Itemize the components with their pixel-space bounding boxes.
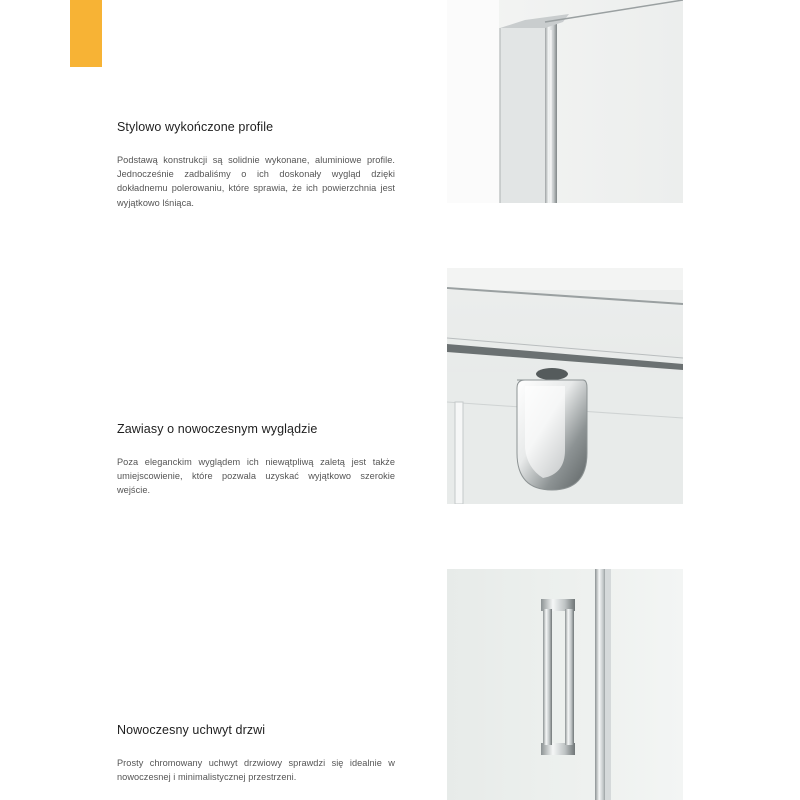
feature-profiles — [117, 120, 395, 210]
polished-profile-photo — [447, 0, 683, 203]
feature-title: Zawiasy o nowoczesnym wyglądzie — [117, 422, 318, 436]
feature-title: Stylowo wykończone profile — [117, 120, 274, 134]
feature-title: Nowoczesny uchwyt drzwi — [117, 723, 266, 737]
feature-description: Poza eleganckim wyglądem ich niewątpliwą zaletą jest także umiejscowienie, które pozwala uzyskać wyjątkowo szerokie wejście. — [117, 457, 395, 496]
feature-description: Podstawą konstrukcji są solidnie wykonane, aluminiowe profile. Jednocześnie zadbaliśmy o ich doskonały wygląd dzięki dokładnemu polerowaniu, które sprawia, że ich powierzchnia jest wyjątkowo lśniąca. — [117, 155, 395, 208]
feature-handle — [117, 723, 395, 784]
feature-description: Prosty chromowany uchwyt drzwiowy sprawdzi się idealnie w nowoczesnej i minimalistycznej przestrzeni. — [117, 758, 395, 783]
door-handle-photo — [447, 569, 683, 800]
feature-hinges — [117, 422, 395, 498]
accent-bar — [70, 0, 102, 67]
hinge-photo — [447, 268, 683, 504]
